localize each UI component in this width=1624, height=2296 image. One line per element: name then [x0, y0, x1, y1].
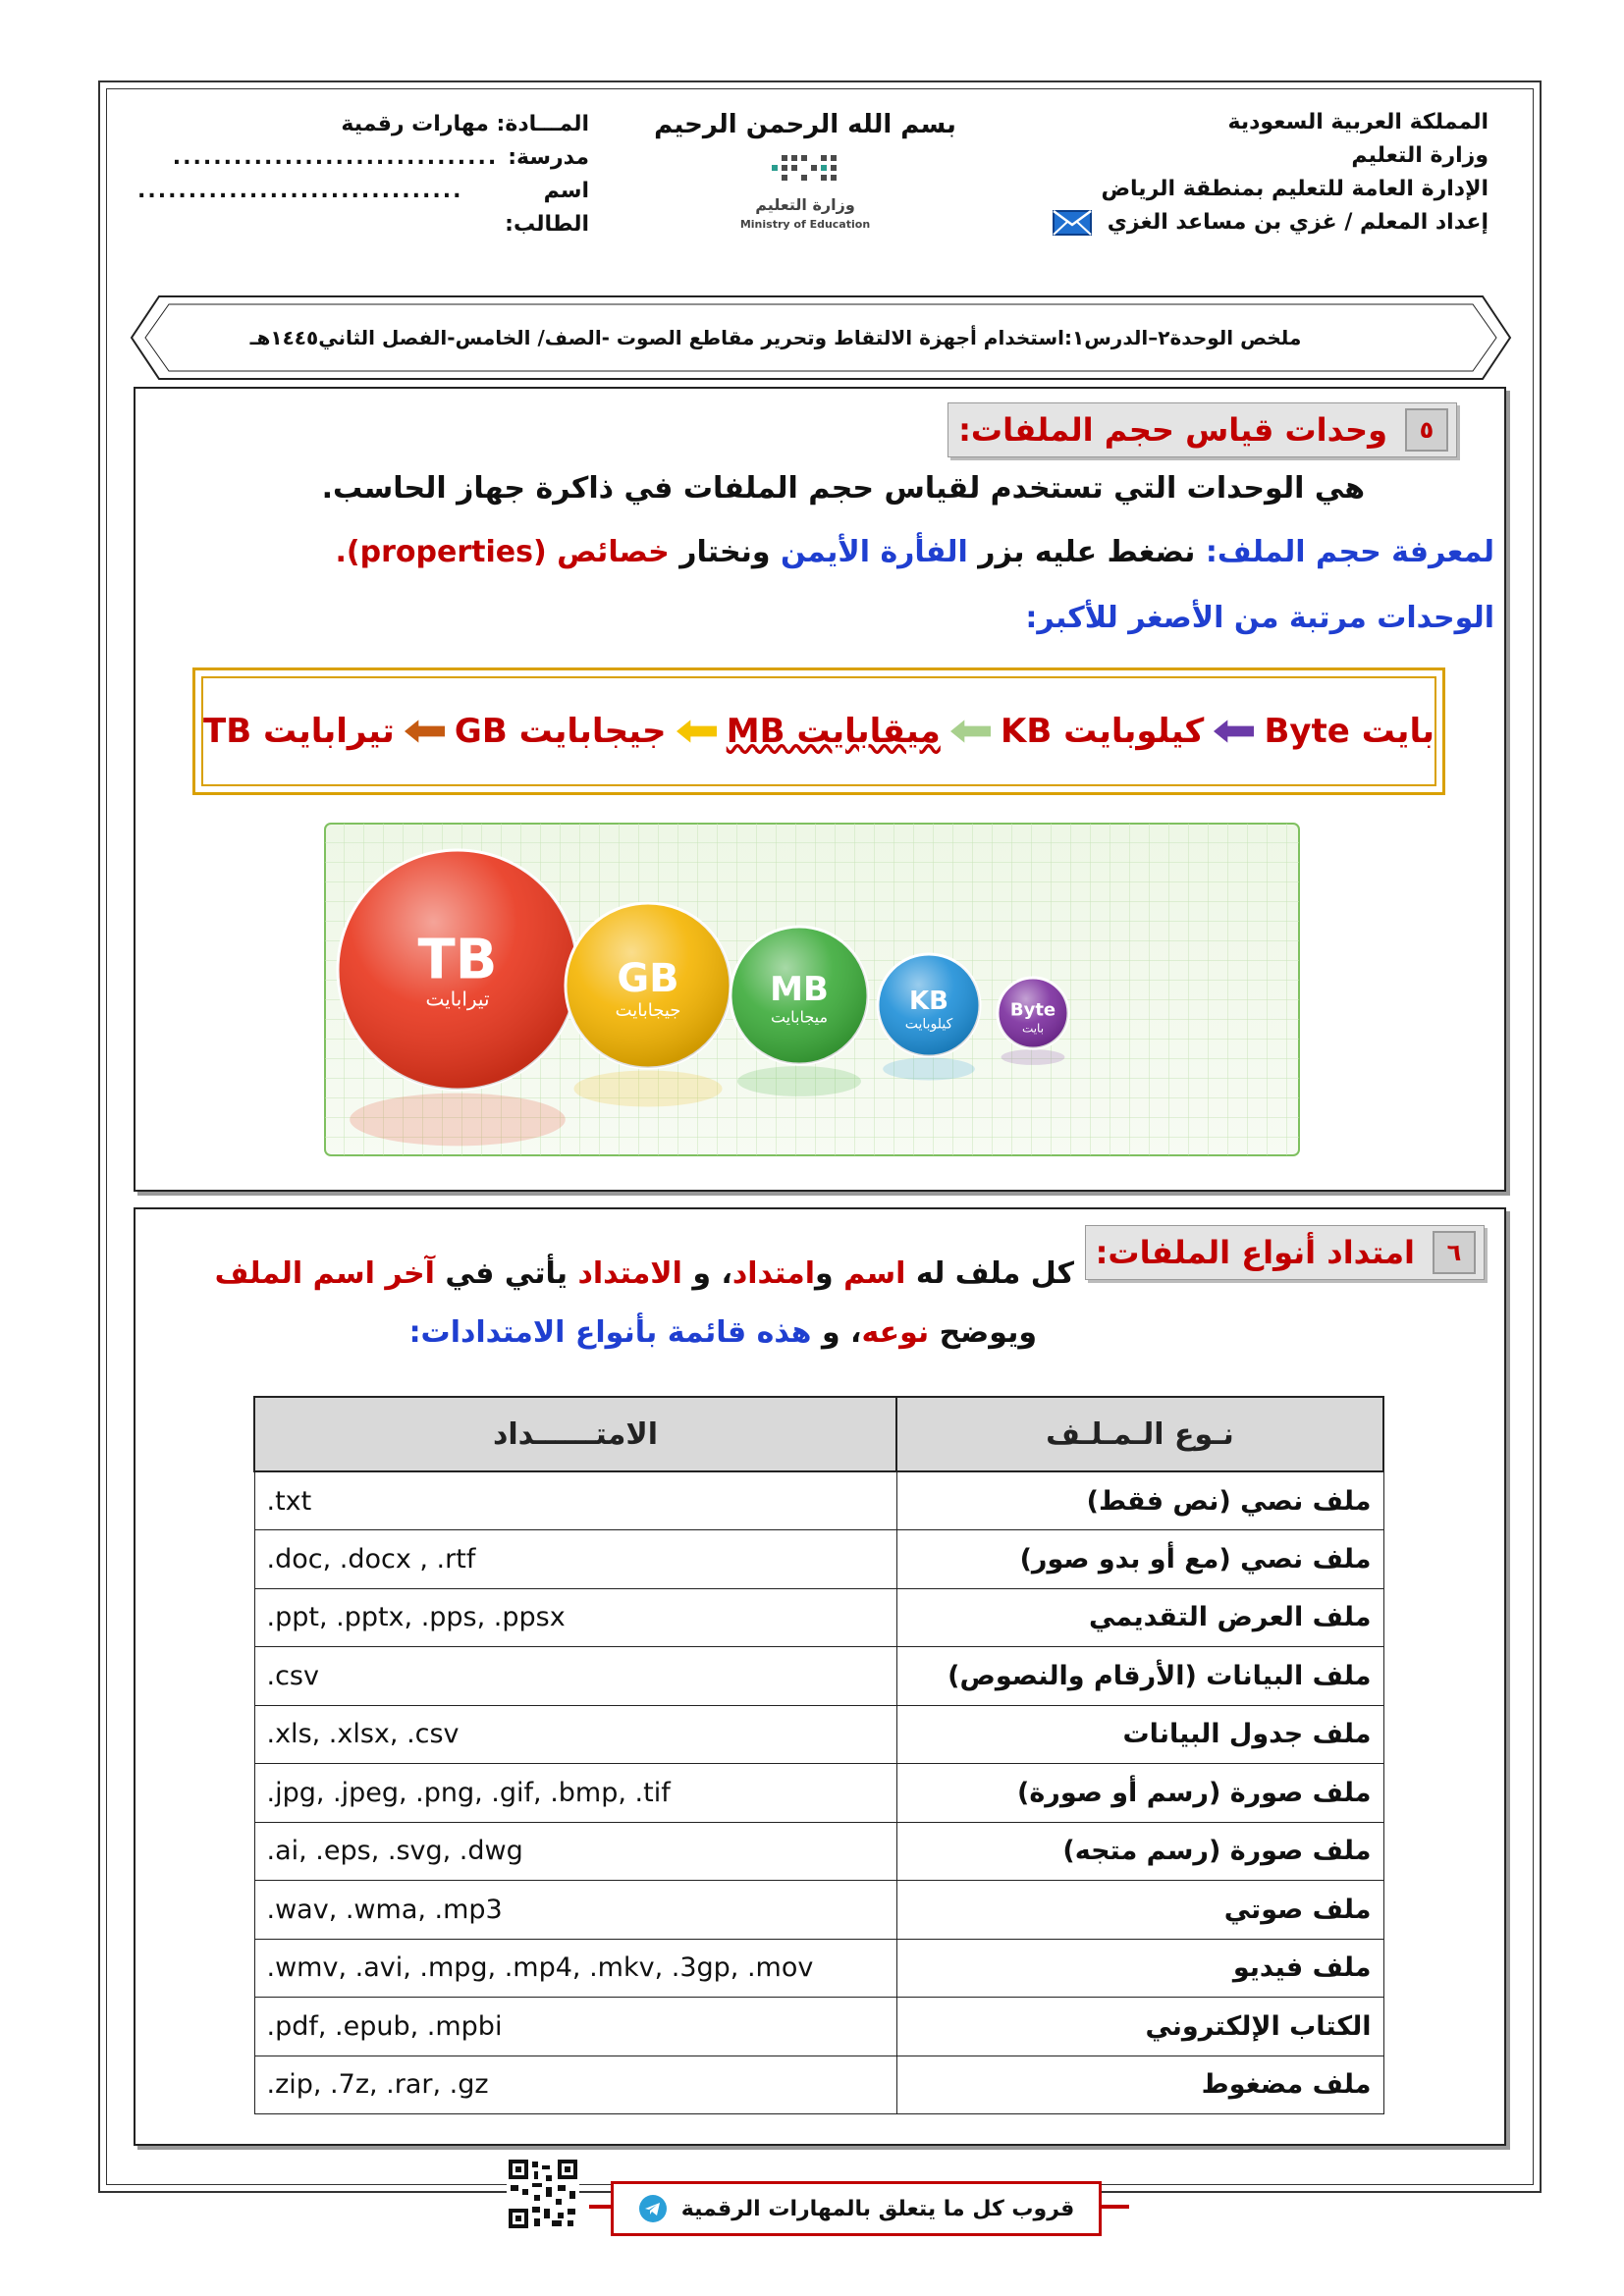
col-header-type: نـوع الـمـلـف — [896, 1397, 1383, 1471]
line2-b: ، و — [821, 1315, 862, 1350]
units-order-text: الوحدات مرتبة من الأصغر للأكبر: — [1025, 601, 1494, 635]
intro-and: و — [815, 1256, 834, 1291]
extension-cell: .wav, .wma, .mp3 — [254, 1881, 896, 1940]
unit-mb: ميقابايت MB — [726, 712, 941, 751]
extension-cell: .doc, .docx , .rtf — [254, 1530, 896, 1589]
ministry-logo — [727, 149, 884, 238]
telegram-icon — [638, 2194, 668, 2223]
directorate-text: الإدارة العامة للتعليم بمنطقة الرياض — [1101, 177, 1489, 201]
student-label: اسم الطالب: — [505, 179, 589, 237]
section6-title — [1085, 1225, 1485, 1280]
file-type-cell: ملف البيانات (الأرقام والنصوص) — [896, 1647, 1383, 1706]
intro-c: يأتي في — [445, 1256, 568, 1291]
howto-mouse: الفأرة الأيمن — [781, 535, 968, 569]
table-row — [254, 1822, 1383, 1881]
bubble-ar-label: ميجابايت — [770, 1007, 829, 1027]
logo-ar-text: وزارة التعليم — [755, 195, 855, 214]
table-header-row — [254, 1397, 1383, 1471]
basmala: بسم الله الرحمن الرحيم — [654, 110, 956, 139]
section6-number: ٦ — [1433, 1231, 1476, 1274]
size-bubbles-illustration — [324, 823, 1300, 1156]
footer-text: قروب كل ما يتعلق بالمهارات الرقمية — [680, 2196, 1075, 2221]
units-order-box — [192, 667, 1445, 795]
subject-label: المـــادة: مهارات رقمية — [341, 112, 589, 136]
bubble-reflection — [737, 1066, 861, 1096]
intro-b: ، و — [692, 1256, 732, 1291]
bubble-reflection — [350, 1094, 566, 1147]
howto-props: خصائص (properties). — [335, 535, 670, 569]
ministry-text: وزارة التعليم — [1351, 143, 1489, 168]
table-row — [254, 1471, 1383, 1530]
file-type-cell: ملف مضغوط — [896, 2056, 1383, 2114]
school-field[interactable]: ................................ — [172, 145, 499, 170]
bubble-ar-label: بايت — [1021, 1021, 1045, 1036]
mail-icon[interactable] — [1053, 210, 1092, 236]
bubble-en-label: KB — [909, 986, 948, 1016]
extension-cell: .ai, .eps, .svg, .dwg — [254, 1822, 896, 1881]
extension-cell: .ppt, .pptx, .pps, .ppsx — [254, 1588, 896, 1647]
file-type-cell: الكتاب الإلكتروني — [896, 1998, 1383, 2056]
file-type-cell: ملف العرض التقديمي — [896, 1588, 1383, 1647]
bubble-en-label: GB — [617, 956, 679, 1001]
bubble-reflection — [573, 1071, 722, 1107]
bubble-en-label: TB — [417, 928, 498, 992]
school-label: مدرسة: — [508, 145, 589, 170]
extension-cell: .csv — [254, 1647, 896, 1706]
howto-label: لمعرفة حجم الملف: — [1205, 535, 1494, 569]
table-row — [254, 1705, 1383, 1764]
table-row — [254, 1998, 1383, 2056]
teacher-line — [1053, 206, 1489, 240]
table-row — [254, 2056, 1383, 2114]
extensions-table — [253, 1396, 1384, 2114]
unit-tb: تيرابايت TB — [203, 712, 395, 751]
file-type-cell: ملف جدول البيانات — [896, 1705, 1383, 1764]
unit-kb: كيلوبايت KB — [1001, 712, 1205, 751]
extension-cell: .wmv, .avi, .mpg, .mp4, .mkv, .3gp, .mov — [254, 1939, 896, 1998]
table-row — [254, 1881, 1383, 1940]
header-center — [628, 108, 982, 238]
header-right — [1053, 106, 1489, 240]
qr-code[interactable] — [507, 2158, 579, 2230]
section5-label: وحدات قياس حجم الملفات: — [958, 411, 1387, 449]
howto-line — [336, 535, 1494, 569]
arrow-left-icon — [1214, 719, 1254, 744]
bubble-en-label: MB — [770, 970, 829, 1010]
extensions-intro-line2 — [409, 1315, 1037, 1350]
bubble-reflection — [883, 1058, 975, 1081]
student-row — [137, 175, 589, 241]
subject-row — [137, 108, 589, 141]
col-header-ext: الامتــــــداد — [254, 1397, 896, 1471]
table-row — [254, 1530, 1383, 1589]
units-definition: هي الوحدات التي تستخدم لقياس حجم الملفات في ذاكرة جهاز الحاسب. — [321, 471, 1365, 506]
bubble-ar-label: تيرابايت — [425, 987, 490, 1011]
intro-end: آخر اسم الملف — [214, 1256, 435, 1291]
arrow-left-icon — [950, 719, 991, 744]
howto-b: ونختار — [679, 535, 771, 569]
bubble-reflection — [1001, 1049, 1065, 1065]
telegram-group-link[interactable] — [611, 2181, 1102, 2236]
file-type-cell: ملف صورة (رسم متجه) — [896, 1822, 1383, 1881]
table-row — [254, 1647, 1383, 1706]
student-field[interactable]: ................................ — [137, 179, 463, 203]
units-order-row — [201, 676, 1436, 786]
file-type-cell: ملف نصي (مع أو بدو صور) — [896, 1530, 1383, 1589]
header-left — [137, 108, 589, 241]
unit-gb: جيجابايت GB — [454, 712, 667, 751]
line2-a: ويوضح — [939, 1315, 1037, 1350]
intro-a: كل ملف له — [915, 1256, 1074, 1291]
footer-line-left — [589, 2205, 613, 2209]
extension-cell: .xls, .xlsx, .csv — [254, 1705, 896, 1764]
table-row — [254, 1588, 1383, 1647]
bubble-en-label: Byte — [1009, 999, 1056, 1021]
intro-ext: امتداد — [731, 1256, 815, 1291]
section5-number: ٥ — [1405, 408, 1448, 452]
logo-en-text: Ministry of Education — [739, 218, 871, 231]
bubble-ar-label: جيجابايت — [615, 1000, 681, 1022]
kingdom-text: المملكة العربية السعودية — [1227, 110, 1489, 134]
file-type-cell: ملف نصي (نص فقط) — [896, 1471, 1383, 1530]
howto-a: نضغط عليه بزر — [978, 535, 1196, 569]
unit-byte: بايت Byte — [1264, 712, 1435, 751]
bubble-ar-label: كيلوبايت — [904, 1016, 953, 1033]
table-row — [254, 1939, 1383, 1998]
teacher-text: إعداد المعلم / غزي بن مساعد الغزي — [1107, 210, 1489, 235]
file-type-cell: ملف فيديو — [896, 1939, 1383, 1998]
extension-cell: .jpg, .jpeg, .png, .gif, .bmp, .tif — [254, 1764, 896, 1823]
extension-cell: .zip, .7z, .rar, .gz — [254, 2056, 896, 2114]
extension-cell: .txt — [254, 1471, 896, 1530]
school-row — [137, 141, 589, 175]
intro-name: اسم — [843, 1256, 906, 1291]
file-type-cell: ملف صوتي — [896, 1881, 1383, 1940]
file-type-cell: ملف صورة (رسم أو صورة) — [896, 1764, 1383, 1823]
intro-ext2: الامتداد — [577, 1256, 682, 1291]
arrow-left-icon — [405, 719, 445, 744]
arrow-left-icon — [677, 719, 717, 744]
extension-cell: .pdf, .epub, .mpbi — [254, 1998, 896, 2056]
footer-line-right — [1100, 2205, 1129, 2209]
line2-c: هذه قائمة بأنواع الامتدادات: — [408, 1315, 812, 1350]
section5-title — [947, 402, 1457, 457]
table-row — [254, 1764, 1383, 1823]
lesson-banner-text: ملخص الوحدة٢–الدرس١:استخدام أجهزة الالتقاط وتحرير مقاطع الصوت -الصف/ الخامس-الفصل الثاني١٤٤٥هـ — [249, 326, 1302, 349]
line2-type: نوعه — [861, 1315, 930, 1350]
section6-label: امتداد أنواع الملفات: — [1095, 1234, 1415, 1271]
extensions-intro-line1 — [215, 1256, 1074, 1291]
